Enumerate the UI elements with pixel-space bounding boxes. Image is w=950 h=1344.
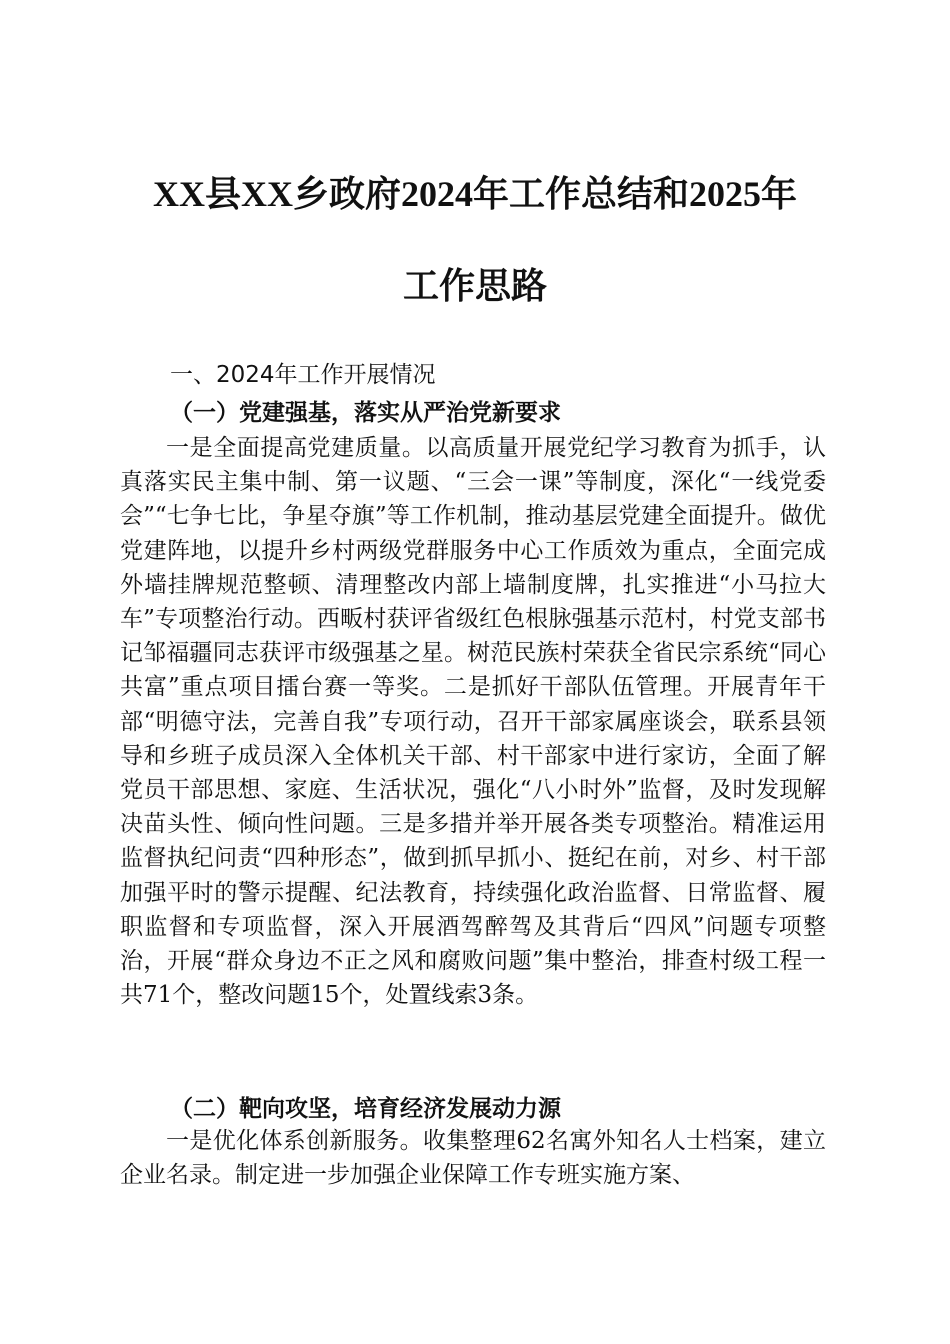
subsection-heading-2: （二）靶向攻坚，培育经济发展动力源 <box>170 1095 561 1122</box>
document-title-line-1: XX县XX乡政府2024年工作总结和2025年 <box>153 174 797 214</box>
subsection-heading-1: （一）党建强基，落实从严治党新要求 <box>170 399 561 426</box>
body-paragraph-2: 一是优化体系创新服务。收集整理62名寓外知名人士档案，建立企业名录。制定进一步加强企业保障工作专班实施方案、 <box>120 1128 826 1189</box>
body-paragraph-1: 一是全面提高党建质量。以高质量开展党纪学习教育为抓手，认真落实民主集中制、第一议题、“三会一课”等制度，深化“一线党委会”“七争七比，争星夺旗”等工作机制，推动基层党建全面提升。做优党建阵地，以提升乡村两级党群服务中心工作质效为重点，全面完成外墙挂牌规范整顿、清理整改内部上墙制度牌，扎实推进“小马拉大车”专项整治行动。西畈村获评省级红色根脉强基示范村，村党支部书记邹福疆同志获评市级强基之星。树范民族村荣获全省民宗系统“同心共富”重点项目擂台赛一等奖。二是抓好干部队伍管理。开展青年干部“明德守法，完善自我”专项行动，召开干部家属座谈会，联系县领导和乡班子成员深入全体机关干部、村干部家中进行家访，全面了解党员干部思想、家庭、生活状况，强化“八小时外”监督，及时发现解决苗头性、倾向性问题。三是多措并举开展各类专项整治。精准运用监督执纪问责“四种形态”，做到抓早抓小、挺纪在前，对乡、村干部加强平时的警示提醒、纪法教育，持续强化政治监督、日常监督、履职监督和专项监督，深入开展酒驾醉驾及其背后“四风”问题专项整治，开展“群众身边不正之风和腐败问题”集中整治，排查村级工程一共71个，整改问题15个，处置线索3条。 <box>120 435 826 1009</box>
document-title-line-2: 工作思路 <box>402 266 547 306</box>
section-heading: 一、2024年工作开展情况 <box>170 362 436 388</box>
